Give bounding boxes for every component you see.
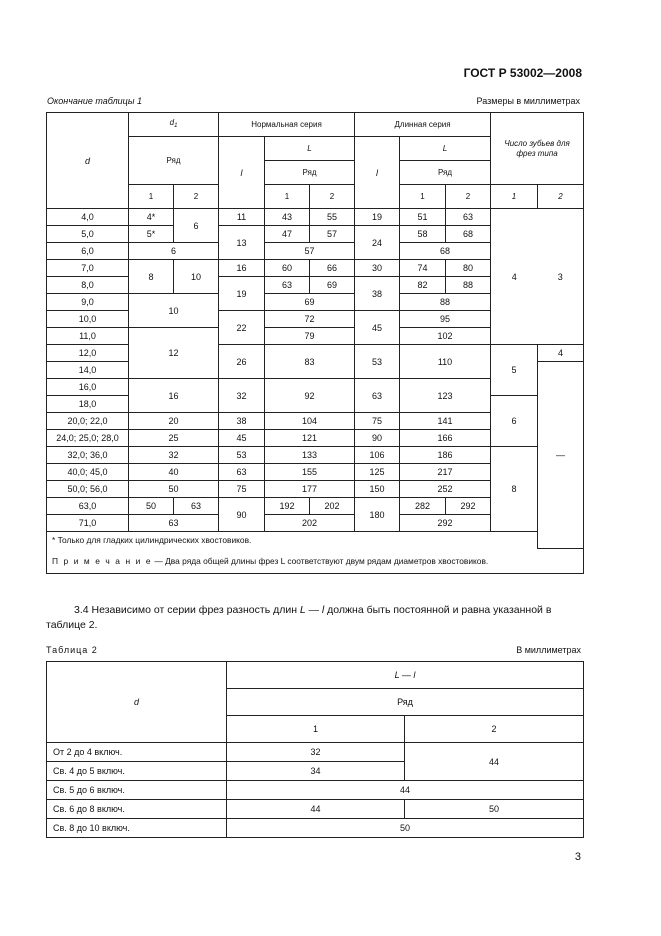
cell-normal-L: 202: [265, 515, 355, 532]
cell-long-L: 282: [400, 498, 446, 515]
cell-d1: 6: [174, 209, 219, 243]
t2-cell: 44: [227, 781, 584, 800]
cell-normal-L: 133: [265, 447, 355, 464]
t2-cell: 32: [227, 743, 405, 762]
cell-normal-l: 32: [219, 379, 265, 413]
t2-header-col: 1: [227, 716, 405, 743]
cell-normal-l: 16: [219, 260, 265, 277]
cell-normal-l: 38: [219, 413, 265, 430]
header-d: d: [47, 113, 129, 209]
cell-d: 20,0; 22,0: [47, 413, 129, 430]
cell-d1: 50: [129, 498, 174, 515]
header-col: 1: [129, 185, 174, 209]
cell-long-L: 95: [400, 311, 491, 328]
header-long-L: L: [400, 137, 491, 161]
cell-long-L: 82: [400, 277, 446, 294]
cell-normal-l: 45: [219, 430, 265, 447]
cell-d1: 10: [129, 294, 219, 328]
cell-d: 18,0: [47, 396, 129, 413]
table1-footnote: * Только для гладких цилиндрических хвостовиков.: [47, 532, 584, 549]
cell-long-l: 45: [355, 311, 400, 345]
header-d1-row: Ряд: [129, 137, 219, 185]
cell-d1: 16: [129, 379, 219, 413]
cell-long-L: 252: [400, 481, 491, 498]
header-long-row: Ряд: [400, 161, 491, 185]
cell-d: 14,0: [47, 362, 129, 379]
cell-d: 4,0: [47, 209, 129, 226]
cell-d1: 32: [129, 447, 219, 464]
cell-d: 7,0: [47, 260, 129, 277]
cell-d1: 12: [129, 328, 219, 379]
header-col: 1: [400, 185, 446, 209]
page-number: 3: [574, 851, 581, 863]
cell-normal-l: 22: [219, 311, 265, 345]
cell-long-l: 38: [355, 277, 400, 311]
cell-normal-L: 63: [265, 277, 310, 294]
cell-d: 9,0: [47, 294, 129, 311]
cell-long-l: 19: [355, 209, 400, 226]
cell-d1: 63: [174, 498, 219, 515]
cell-d: 5,0: [47, 226, 129, 243]
cell-d1: 40: [129, 464, 219, 481]
cell-normal-L: 47: [265, 226, 310, 243]
cell-long-L: 141: [400, 413, 491, 430]
cell-teeth: —: [538, 362, 584, 549]
t2-cell: 44: [405, 743, 584, 781]
cell-normal-l: 75: [219, 481, 265, 498]
cell-long-L: 88: [446, 277, 491, 294]
cell-long-l: 106: [355, 447, 400, 464]
table2-units: В миллиметрах: [516, 645, 581, 655]
cell-d: 71,0: [47, 515, 129, 532]
cell-long-L: 80: [446, 260, 491, 277]
cell-d1: 4*: [129, 209, 174, 226]
cell-long-l: 180: [355, 498, 400, 532]
cell-d: 16,0: [47, 379, 129, 396]
t2-header-col: 2: [405, 716, 584, 743]
cell-long-l: 90: [355, 430, 400, 447]
cell-teeth: 4: [491, 209, 538, 345]
cell-d1: 6: [129, 243, 219, 260]
cell-teeth: 4: [538, 345, 584, 362]
t2-cell: 44: [227, 800, 405, 819]
cell-d: 32,0; 36,0: [47, 447, 129, 464]
cell-normal-l: 90: [219, 498, 265, 532]
cell-long-l: 125: [355, 464, 400, 481]
header-normal-row: Ряд: [265, 161, 355, 185]
cell-d: 10,0: [47, 311, 129, 328]
t2-row-label: Св. 5 до 6 включ.: [47, 781, 227, 800]
header-col: 1: [491, 185, 538, 209]
cell-long-L: 186: [400, 447, 491, 464]
cell-teeth: 8: [491, 447, 538, 532]
cell-d: 6,0: [47, 243, 129, 260]
cell-long-L: 102: [400, 328, 491, 345]
cell-long-l: 24: [355, 226, 400, 260]
t2-header-diff: L — l: [227, 662, 584, 689]
cell-long-L: 68: [400, 243, 491, 260]
cell-d: 40,0; 45,0: [47, 464, 129, 481]
cell-teeth: 6: [491, 396, 538, 447]
cell-normal-L: 83: [265, 345, 355, 379]
cell-normal-L: 57: [265, 243, 355, 260]
cell-long-L: 292: [446, 498, 491, 515]
table1: [46, 112, 584, 574]
cell-normal-L: 79: [265, 328, 355, 345]
cell-long-l: 53: [355, 345, 400, 379]
cell-long-L: 217: [400, 464, 491, 481]
cell-d1: 5*: [129, 226, 174, 243]
cell-normal-L: 177: [265, 481, 355, 498]
cell-normal-L: 104: [265, 413, 355, 430]
cell-normal-l: 53: [219, 447, 265, 464]
cell-normal-l: 19: [219, 277, 265, 311]
cell-normal-L: 121: [265, 430, 355, 447]
cell-normal-L: 92: [265, 379, 355, 413]
cell-d: 11,0: [47, 328, 129, 345]
header-normal-series: Нормальная серия: [219, 113, 355, 137]
cell-normal-L: 202: [310, 498, 355, 515]
cell-d1: 10: [174, 260, 219, 294]
cell-d1: 63: [129, 515, 219, 532]
cell-normal-l: 63: [219, 464, 265, 481]
cell-long-L: 292: [400, 515, 491, 532]
cell-long-l: 75: [355, 413, 400, 430]
t2-cell: 34: [227, 762, 405, 781]
cell-d1: 50: [129, 481, 219, 498]
header-long-l: l: [355, 137, 400, 209]
header-col: 2: [538, 185, 584, 209]
t2-row-label: Св. 6 до 8 включ.: [47, 800, 227, 819]
standard-number: ГОСТ Р 53002—2008: [463, 66, 582, 80]
cell-long-l: 63: [355, 379, 400, 413]
cell-normal-L: 57: [310, 226, 355, 243]
cell-d: 8,0: [47, 277, 129, 294]
table1-note: П р и м е ч а н и е — Два ряда общей длины фрез L соответствуют двум рядам диаметров хвостовиков.: [47, 549, 584, 574]
cell-teeth: 5: [491, 345, 538, 396]
paragraph-3-4: 3.4 Независимо от серии фрез разность длин L — l должна быть постоянной и равна указанной в таблице 2.: [46, 604, 552, 631]
header-normal-L: L: [265, 137, 355, 161]
cell-long-l: 30: [355, 260, 400, 277]
cell-normal-L: 66: [310, 260, 355, 277]
cell-d1: 20: [129, 413, 219, 430]
header-long-series: Длинная серия: [355, 113, 491, 137]
table2-caption: Таблица 2: [46, 645, 98, 655]
t2-row-label: Св. 4 до 5 включ.: [47, 762, 227, 781]
t2-header-row: Ряд: [227, 689, 584, 716]
header-col: 2: [310, 185, 355, 209]
cell-normal-L: 69: [310, 277, 355, 294]
cell-long-L: 110: [400, 345, 491, 379]
cell-d: 12,0: [47, 345, 129, 362]
cell-long-L: 68: [446, 226, 491, 243]
cell-long-L: 74: [400, 260, 446, 277]
cell-normal-L: 55: [310, 209, 355, 226]
t2-row-label: Св. 8 до 10 включ.: [47, 819, 227, 838]
cell-long-L: 58: [400, 226, 446, 243]
cell-d: 24,0; 25,0; 28,0: [47, 430, 129, 447]
t2-row-label: От 2 до 4 включ.: [47, 743, 227, 762]
table1-caption: Окончание таблицы 1: [47, 96, 142, 106]
table2: [46, 661, 584, 838]
t2-cell: 50: [227, 819, 584, 838]
cell-normal-L: 69: [265, 294, 355, 311]
header-d1: $d_1$: [129, 113, 219, 137]
header-col: 2: [174, 185, 219, 209]
cell-normal-L: 155: [265, 464, 355, 481]
t2-header-d: d: [47, 662, 227, 743]
header-col: 2: [446, 185, 491, 209]
cell-long-l: 150: [355, 481, 400, 498]
cell-normal-L: 72: [265, 311, 355, 328]
cell-long-L: 88: [400, 294, 491, 311]
cell-normal-l: 26: [219, 345, 265, 379]
cell-teeth: 3: [538, 209, 584, 345]
header-teeth: Число зубьев для фрез типа: [491, 113, 584, 185]
cell-d: 50,0; 56,0: [47, 481, 129, 498]
cell-normal-l: 11: [219, 209, 265, 226]
cell-long-L: 63: [446, 209, 491, 226]
cell-long-L: 51: [400, 209, 446, 226]
t2-cell: 50: [405, 800, 584, 819]
cell-normal-l: 13: [219, 226, 265, 260]
cell-d1: 25: [129, 430, 219, 447]
cell-normal-L: 192: [265, 498, 310, 515]
cell-normal-L: 60: [265, 260, 310, 277]
cell-long-L: 123: [400, 379, 491, 413]
cell-d: 63,0: [47, 498, 129, 515]
cell-long-L: 166: [400, 430, 491, 447]
cell-normal-L: 43: [265, 209, 310, 226]
cell-d1: 8: [129, 260, 174, 294]
header-col: 1: [265, 185, 310, 209]
header-normal-l: l: [219, 137, 265, 209]
table1-units: Размеры в миллиметрах: [476, 96, 580, 106]
